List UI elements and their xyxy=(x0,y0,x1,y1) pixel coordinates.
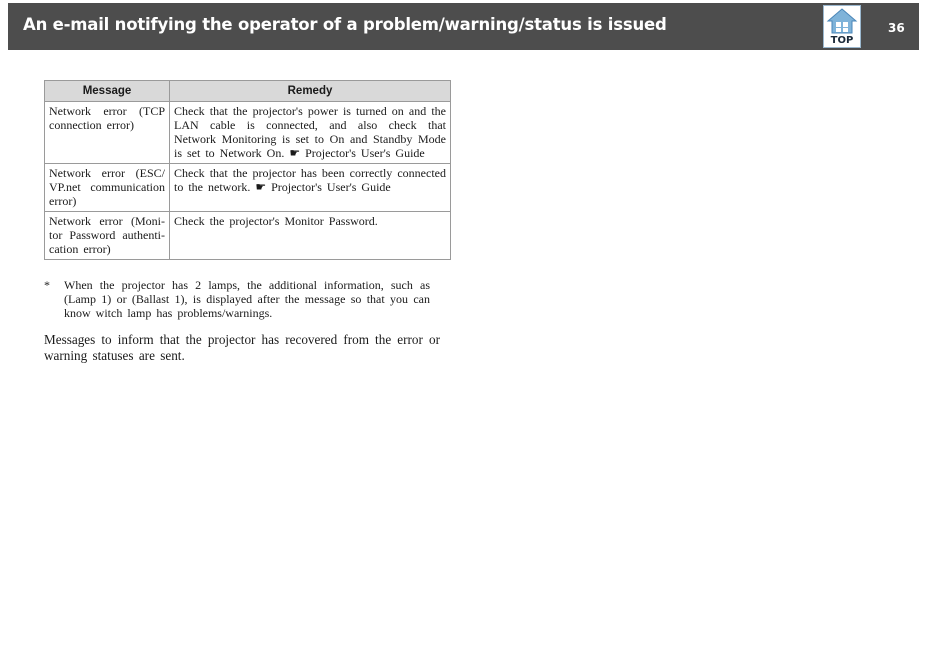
pointing-hand-icon: ☛ xyxy=(289,146,301,160)
table-row xyxy=(45,212,451,260)
footnote-text: When the projector has 2 lamps, the additional information, such as (Lamp 1) or (Ballast 1), is displayed after the message so that you can know witch lamp has problems/warnings. xyxy=(64,278,430,320)
remedy-text: Check that the projector has been correctly connected to the network. xyxy=(174,166,446,194)
table-header-row xyxy=(45,81,451,102)
home-icon xyxy=(825,7,859,35)
remedy-cell xyxy=(170,164,451,212)
page-title: An e-mail notifying the operator of a problem/warning/status is issued xyxy=(23,15,667,34)
table-row xyxy=(45,164,451,212)
remedy-text: Check that the projector's power is turned on and the LAN cable is connected, and also check that Network Monitoring is set to On and Standby Mode is set to Network On. xyxy=(174,104,446,160)
pointing-hand-icon: ☛ xyxy=(255,180,267,194)
top-label: TOP xyxy=(830,35,854,46)
message-cell: Network error (ESC/ VP.net communication error) xyxy=(45,164,170,212)
remedy-cell xyxy=(170,102,451,164)
message-cell: Network error (TCP connection error) xyxy=(45,102,170,164)
footnote xyxy=(44,278,430,320)
body-paragraph: Messages to inform that the projector has recovered from the error or warning statuses are sent. xyxy=(44,332,440,363)
footnote-mark: * xyxy=(44,278,50,292)
page-header xyxy=(8,3,919,50)
table-row xyxy=(45,102,451,164)
message-cell: Network error (Moni- tor Password authenti- cation error) xyxy=(45,212,170,260)
column-header-message: Message xyxy=(45,81,170,102)
column-header-remedy: Remedy xyxy=(170,81,451,102)
reference-link[interactable]: Projector's User's Guide xyxy=(305,146,425,160)
page-number: 36 xyxy=(888,21,905,35)
top-button[interactable] xyxy=(823,5,861,48)
reference-link[interactable]: Projector's User's Guide xyxy=(271,180,391,194)
message-remedy-table xyxy=(44,80,451,260)
remedy-cell: Check the projector's Monitor Password. xyxy=(170,212,451,260)
